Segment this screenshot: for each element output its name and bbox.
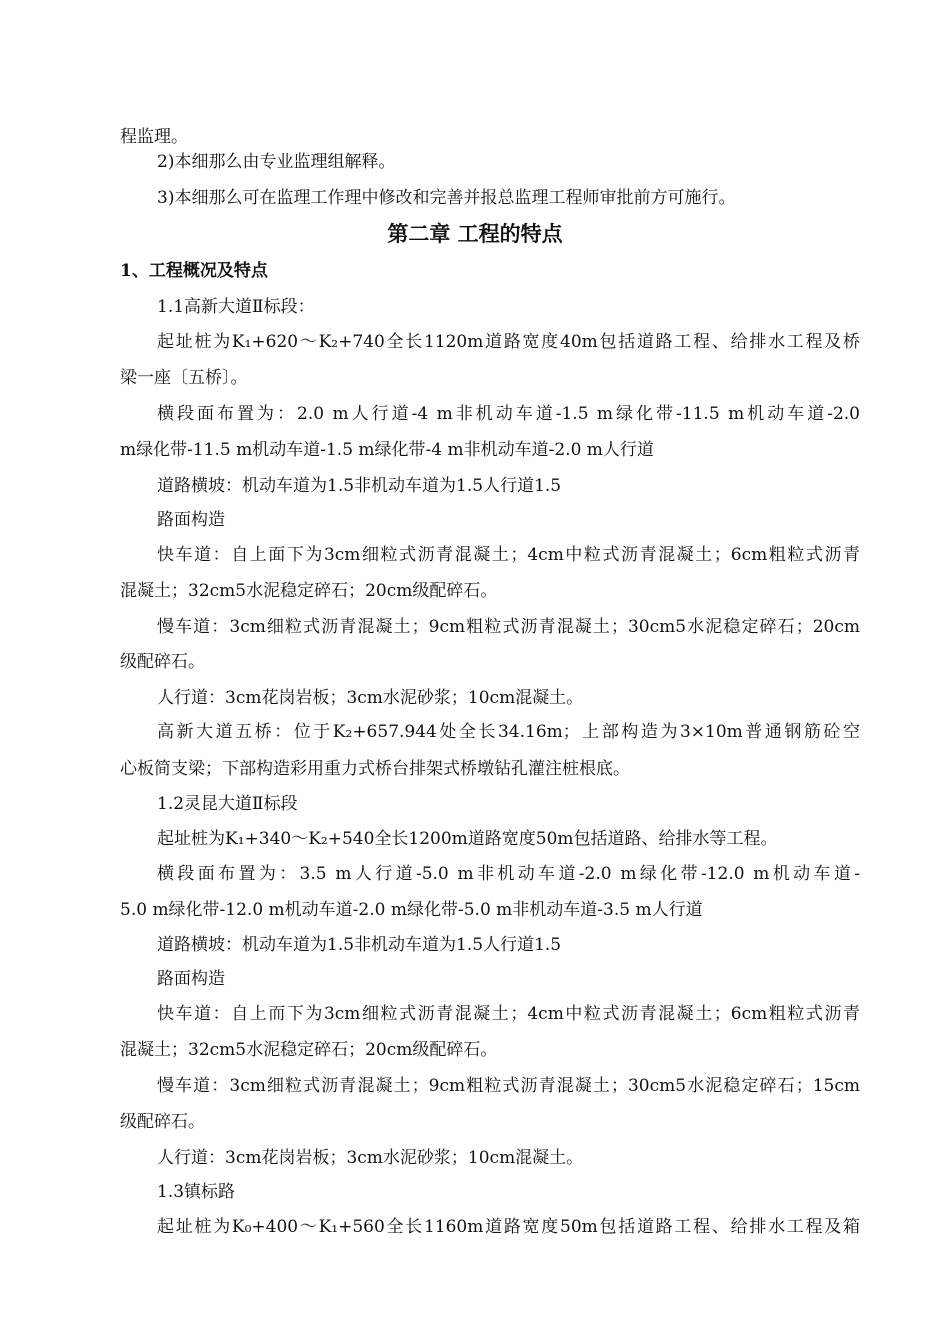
section-heading: 1、工程概况及特点	[120, 261, 268, 281]
paragraph-line: 心板简支梁；下部构造彩用重力式桥台排架式桥墩钻孔灌注桩根底。	[120, 759, 630, 779]
paragraph-line: 5.0 m绿化带-12.0 m机动车道-2.0 m绿化带-5.0 m非机动车道-3.5 m人行道	[120, 900, 703, 920]
subsection-heading: 1.3镇标路	[157, 1182, 236, 1202]
paragraph-line: 快车道：自上而下为3cm细粒式沥青混凝土；4cm中粒式沥青混凝土；6cm粗粒式沥青	[157, 1004, 860, 1024]
paragraph-line: 横段面布置为：3.5 m人行道-5.0 m非机动车道-2.0 m绿化带-12.0 m机动车道-	[157, 864, 860, 884]
paragraph-line: 道路横坡：机动车道为1.5非机动车道为1.5人行道1.5	[157, 935, 562, 955]
paragraph-line: 梁一座〔五桥〕。	[120, 368, 248, 388]
paragraph-line: 人行道：3cm花岗岩板；3cm水泥砂浆；10cm混凝土。	[157, 1148, 584, 1168]
paragraph-line: 道路横坡：机动车道为1.5非机动车道为1.5人行道1.5	[157, 476, 562, 496]
paragraph-line: 人行道：3cm花岗岩板；3cm水泥砂浆；10cm混凝土。	[157, 688, 584, 708]
paragraph-line: 级配碎石。	[120, 1112, 205, 1132]
paragraph-line: 起址桩为K₀+400～K₁+560全长1160m道路宽度50m包括道路工程、给排水工程及箱	[157, 1217, 860, 1237]
paragraph-line: 级配碎石。	[120, 652, 205, 672]
subsection-heading: 1.1高新大道Ⅱ标段：	[157, 297, 315, 317]
paragraph-line: 起址桩为K₁+340～K₂+540全长1200m道路宽度50m包括道路、给排水等工程。	[157, 829, 778, 849]
paragraph-line: 混凝土；32cm5水泥稳定碎石；20cm级配碎石。	[120, 581, 498, 601]
paragraph-line: 起址桩为K₁+620～K₂+740全长1120m道路宽度40m包括道路工程、给排水工程及桥	[157, 332, 860, 352]
paragraph-line: 路面构造	[157, 510, 225, 530]
paragraph-line: 混凝土；32cm5水泥稳定碎石；20cm级配碎石。	[120, 1040, 498, 1060]
paragraph-line: 慢车道：3cm细粒式沥青混凝土；9cm粗粒式沥青混凝土；30cm5水泥稳定碎石；15cm	[157, 1076, 860, 1096]
paragraph-line: 程监理。	[120, 127, 188, 147]
paragraph-line: 横段面布置为：2.0 m人行道-4 m非机动车道-1.5 m绿化带-11.5 m机动车道-2.0	[157, 404, 860, 424]
paragraph-line: 快车道：自上面下为3cm细粒式沥青混凝土；4cm中粒式沥青混凝土；6cm粗粒式沥青	[157, 545, 860, 565]
paragraph-line: 3)本细那么可在监理工作理中修改和完善并报总监理工程师审批前方可施行。	[157, 188, 736, 208]
paragraph-line: m绿化带-11.5 m机动车道-1.5 m绿化带-4 m非机动车道-2.0 m人行道	[120, 440, 654, 460]
paragraph-line: 慢车道：3cm细粒式沥青混凝土；9cm粗粒式沥青混凝土；30cm5水泥稳定碎石；20cm	[157, 617, 860, 637]
paragraph-line: 高新大道五桥：位于K₂+657.944处全长34.16m；上部构造为3×10m普通钢筋砼空	[157, 722, 860, 742]
chapter-heading: 第二章 工程的特点	[387, 222, 563, 246]
paragraph-line: 路面构造	[157, 969, 225, 989]
subsection-heading: 1.2灵昆大道Ⅱ标段	[157, 794, 298, 814]
paragraph-line: 2)本细那么由专业监理组解释。	[157, 152, 396, 172]
